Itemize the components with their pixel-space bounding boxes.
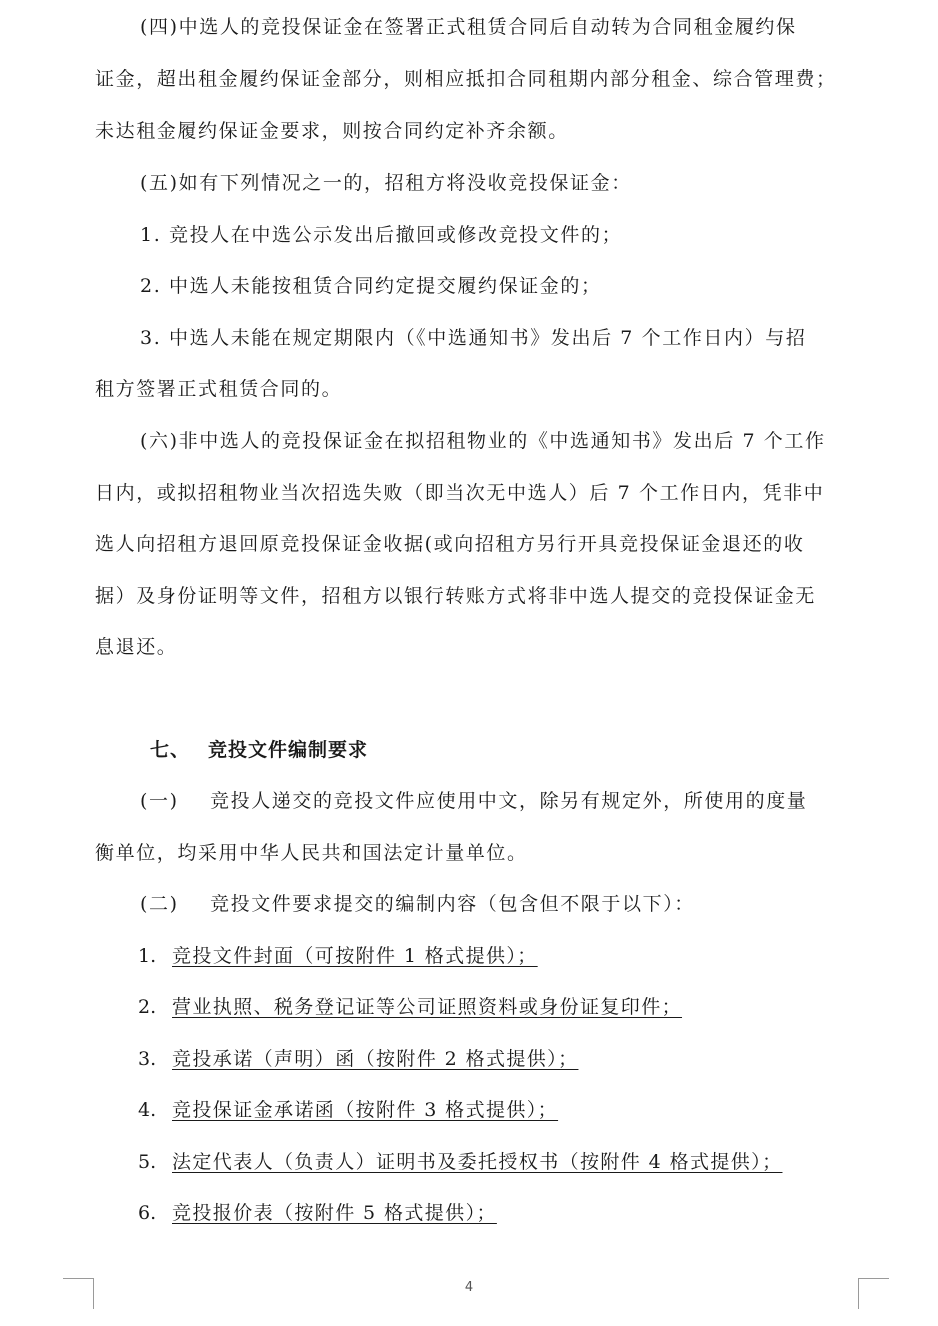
section-7-sub-1-label: (一): [140, 790, 179, 812]
paragraph-5-item-1: 1. 竞投人在中选公示发出后撤回或修改竞投文件的；: [140, 224, 623, 246]
paragraph-6-line-5: 息退还。: [95, 636, 178, 658]
paragraph-6-line-1: (六)非中选人的竞投保证金在拟招租物业的《中选通知书》发出后 7 个工作: [140, 430, 826, 452]
section-7-title: 竞投文件编制要求: [208, 739, 369, 761]
list-item-text: 竞投报价表（按附件 5 格式提供）；: [172, 1202, 497, 1224]
paragraph-4-line-2: 证金，超出租金履约保证金部分，则相应抵扣合同租期内部分租金、综合管理费；: [95, 68, 837, 90]
section-7-sub-2-label: (二): [140, 893, 179, 915]
list-item-index: 4.: [138, 1099, 157, 1121]
paragraph-6-line-3: 选人向招租方退回原竞投保证金收据(或向招租方另行开具竞投保证金退还的收: [95, 533, 805, 555]
list-item-index: 5.: [138, 1151, 157, 1173]
section-7-sub-2-line: [140, 891, 695, 917]
paragraph-6-line-4: 据）及身份证明等文件，招租方以银行转账方式将非中选人提交的竞投保证金无: [95, 585, 817, 607]
list-item-text: 竞投文件封面（可按附件 1 格式提供）；: [172, 945, 538, 967]
list-item-text: 竞投保证金承诺函（按附件 3 格式提供）；: [172, 1099, 559, 1121]
section-7-sub-1-line-1: [140, 788, 807, 814]
list-item-index: 6.: [138, 1202, 157, 1224]
list-item: [138, 1046, 578, 1072]
list-item: [138, 1200, 497, 1226]
paragraph-4-line-1: (四)中选人的竞投保证金在签署正式租赁合同后自动转为合同租金履约保: [140, 16, 797, 38]
section-7-sub-2-text: 竞投文件要求提交的编制内容（包含但不限于以下）：: [210, 893, 695, 915]
list-item-index: 2.: [138, 996, 157, 1018]
section-7-heading: [150, 737, 368, 763]
paragraph-5-item-2: 2. 中选人未能按租赁合同约定提交履约保证金的；: [140, 275, 602, 297]
list-item-text: 竞投承诺（声明）函（按附件 2 格式提供）；: [172, 1048, 579, 1070]
list-item-index: 1.: [138, 945, 157, 967]
section-7-number: 七、: [150, 739, 191, 761]
list-item: [138, 943, 538, 969]
list-item-text: 营业执照、税务登记证等公司证照资料或身份证复印件；: [172, 996, 683, 1018]
paragraph-4-line-3: 未达租金履约保证金要求，则按合同约定补齐余额。: [95, 120, 569, 142]
paragraph-6-line-2: 日内，或拟招租物业当次招选失败（即当次无中选人）后 7 个工作日内，凭非中: [95, 482, 825, 504]
list-item-index: 3.: [138, 1048, 157, 1070]
paragraph-5-item-3-line-1: 3. 中选人未能在规定期限内（《中选通知书》发出后 7 个工作日内）与招: [140, 327, 807, 349]
paragraph-5-line-1: (五)如有下列情况之一的，招租方将没收竞投保证金：: [140, 172, 632, 194]
list-item: [138, 994, 682, 1020]
list-item: [138, 1149, 782, 1175]
page-number: 4: [464, 1280, 474, 1295]
section-7-sub-1-line-2: 衡单位，均采用中华人民共和国法定计量单位。: [95, 842, 528, 864]
list-item-text: 法定代表人（负责人）证明书及委托授权书（按附件 4 格式提供）；: [172, 1151, 783, 1173]
paragraph-5-item-3-line-2: 租方签署正式租赁合同的。: [95, 378, 343, 400]
section-7-sub-1-text: 竞投人递交的竞投文件应使用中文，除另有规定外，所使用的度量: [210, 790, 808, 812]
list-item: [138, 1097, 558, 1123]
